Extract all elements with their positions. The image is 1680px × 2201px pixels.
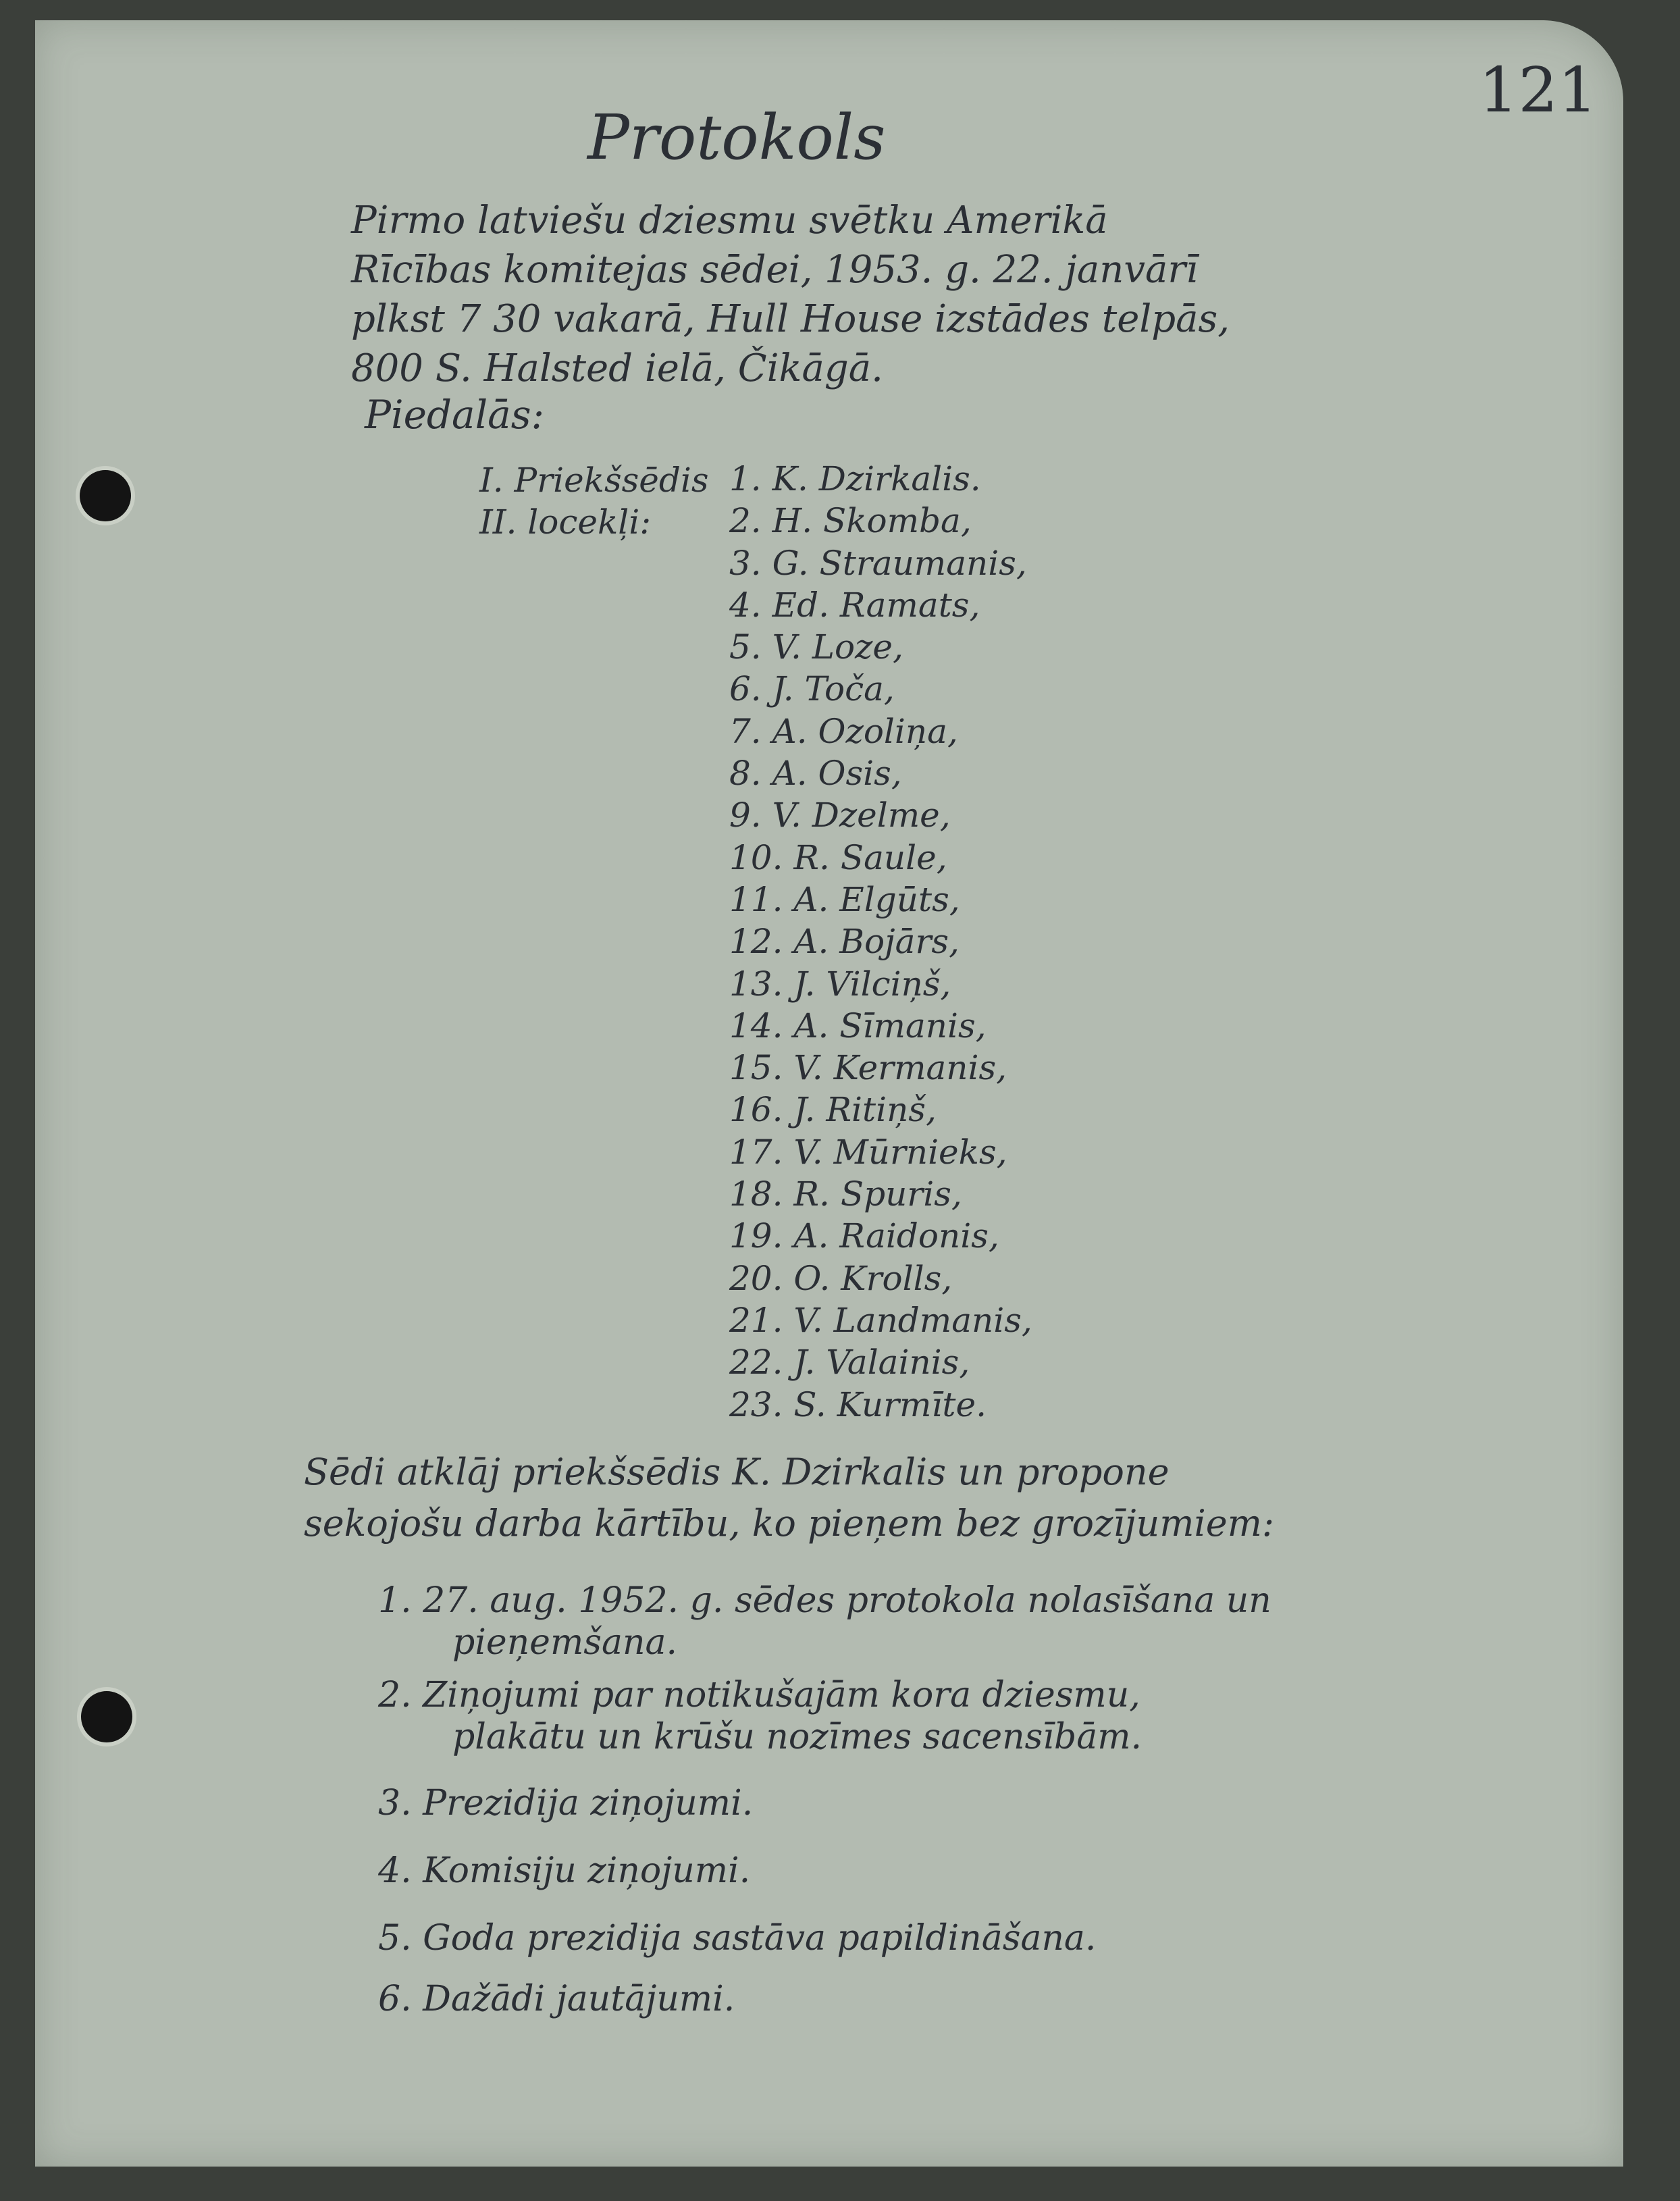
participant-item: 23. S. Kurmīte. [729,1384,987,1424]
participant-item: 18. R. Spuris, [729,1174,962,1214]
agenda-item: 6. Dažādi jautājumi. [378,1979,735,2019]
participant-item: 22. J. Valainis, [729,1343,970,1382]
participant-item: 17. V. Mūrnieks, [729,1132,1007,1172]
intro-line: 800 S. Halsted ielā, Čikāgā. [351,346,883,390]
participant-item: 20. O. Krolls, [729,1258,953,1298]
participant-item: 5. V. Loze, [729,627,903,667]
participant-item: 7. A. Ozoliņa, [729,711,958,751]
participant-item: 3. G. Straumanis, [729,543,1027,583]
participant-item: 4. Ed. Ramats, [729,585,980,625]
agenda-item: 2. Ziņojumi par notikušajām kora dziesmu, [378,1675,1140,1715]
participant-item: 2. H. Skomba, [729,501,972,541]
agenda-item: 4. Komisiju ziņojumi. [378,1850,751,1891]
participant-item: 15. V. Kermanis, [729,1048,1007,1088]
participant-item: 13. J. Vilciņš, [729,964,951,1004]
intro-line: Rīcības komitejas sēdei, 1953. g. 22. janvārī [351,248,1199,292]
participant-item: 11. A. Elgūts, [729,879,960,919]
agenda-item: 3. Prezidija ziņojumi. [378,1783,754,1823]
page-title: Protokols [587,101,886,174]
participant-item: 16. J. Ritiņš, [729,1090,937,1130]
page-number: 121 [1479,54,1598,126]
participant-item: 10. R. Saule, [729,837,947,877]
participant-item: 21. V. Landmanis, [729,1300,1032,1340]
participant-item: 19. A. Raidonis, [729,1216,999,1256]
participant-item: 14. A. Sīmanis, [729,1006,987,1045]
meeting-intro [351,196,1230,393]
punch-hole-top [80,470,131,521]
participant-item: 6. J. Toča, [729,669,895,709]
intro-line: plkst 7 30 vakarā, Hull House izstādes telpās, [351,297,1230,341]
agenda-item-continuation: plakātu un krūšu nozīmes sacensībām. [452,1717,1143,1757]
participant-item: 12. A. Bojārs, [729,922,960,962]
role-members: II. locekļi: [479,502,652,542]
opening-paragraph [304,1447,1274,1549]
intro-line: Pirmo latviešu dziesmu svētku Amerikā [351,199,1108,242]
role-chair: I. Priekšsēdis [479,461,709,500]
opening-line: Sēdi atklāj priekšsēdis K. Dzirkalis un propone [304,1451,1170,1493]
punch-hole-bottom [81,1691,132,1742]
opening-line: sekojošu darba kārtību, ko pieņem bez grozījumiem: [304,1502,1275,1545]
participant-item: 8. A. Osis, [729,754,902,794]
agenda-item: 1. 27. aug. 1952. g. sēdes protokola nolasīšana un [378,1580,1271,1621]
participant-item: 9. V. Dzelme, [729,796,951,835]
participant-item: 1. K. Dzirkalis. [729,459,981,498]
participant-list [729,458,1032,1426]
attendance-label: Piedalās: [365,392,545,438]
agenda-item: 5. Goda prezidija sastāva papildināšana. [378,1918,1097,1959]
agenda-item-continuation: pieņemšana. [452,1622,677,1663]
